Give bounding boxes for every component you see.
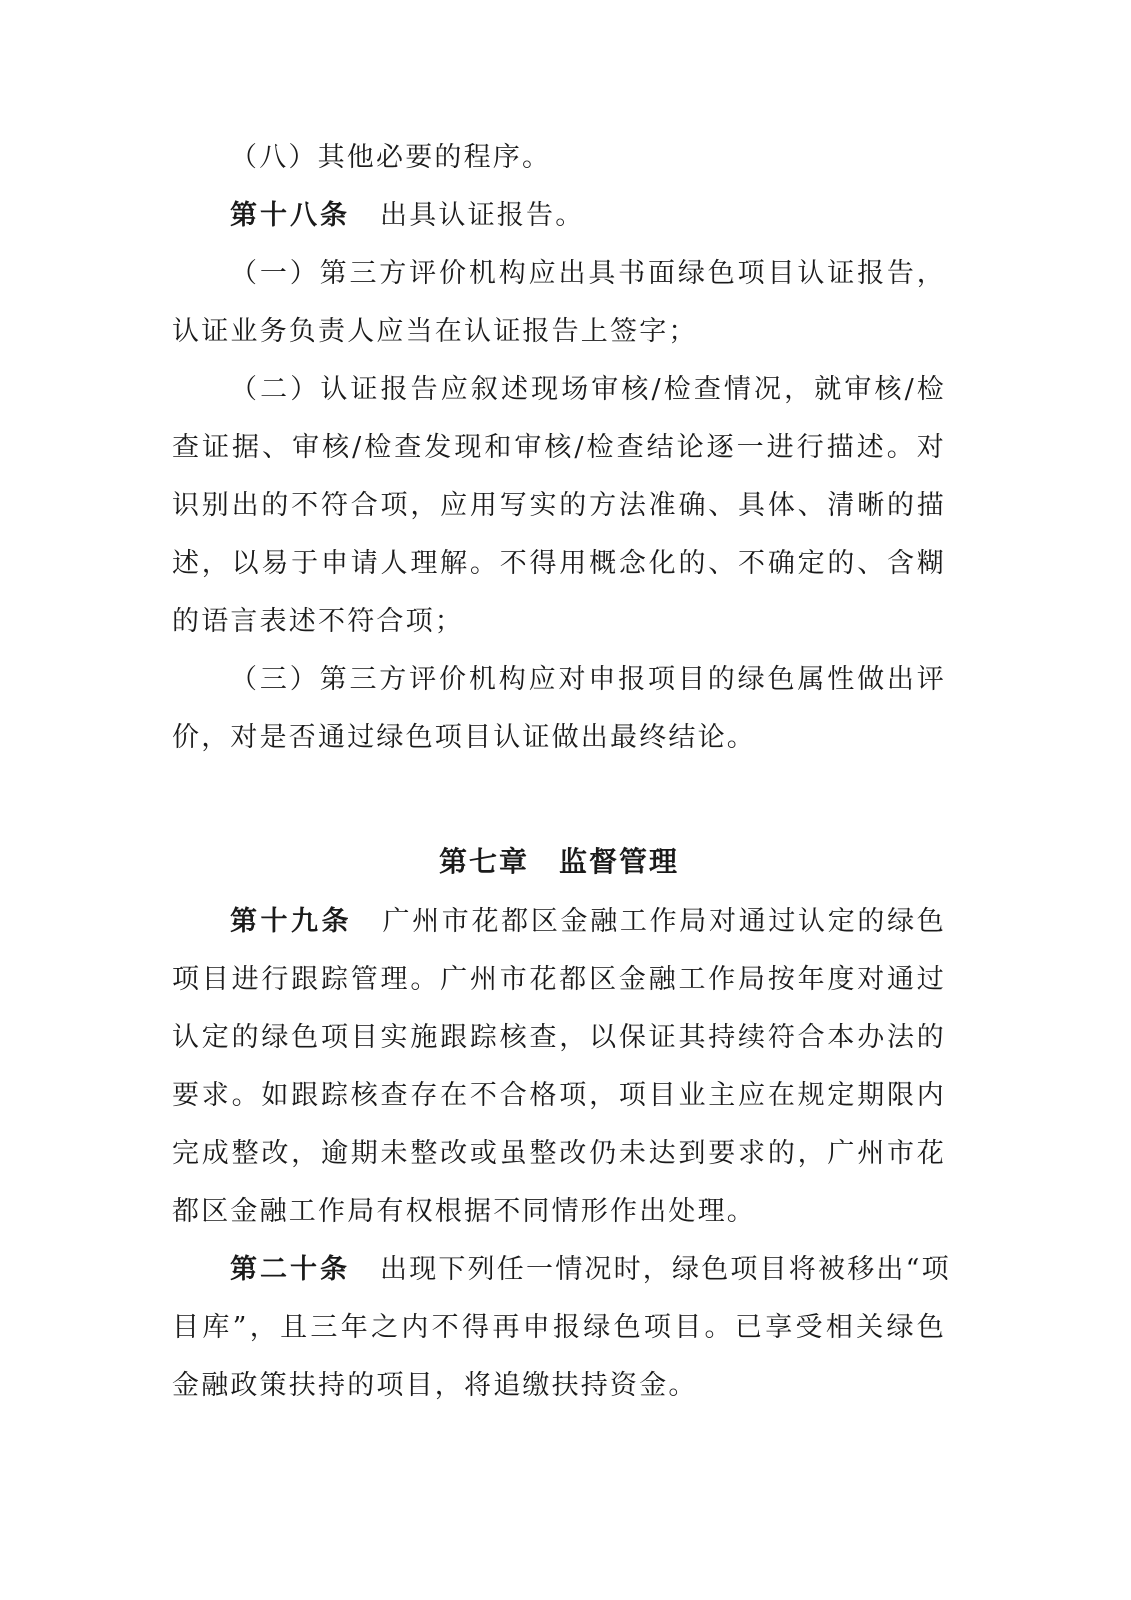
article-20-line-3: 金融政策扶持的项目，将追缴扶持资金。 [172, 1370, 698, 1401]
clause-1-line-2: 认证业务负责人应当在认证报告上签字； [172, 316, 698, 347]
article-18-line [230, 196, 946, 236]
article-19-line-1 [230, 902, 946, 942]
chapter-7-title: 监督管理 [559, 845, 680, 878]
article-19-line-2: 项目进行跟踪管理。广州市花都区金融工作局按年度对通过 [172, 964, 946, 995]
clause-3-line-1: （三）第三方评价机构应对申报项目的绿色属性做出评 [230, 664, 946, 695]
clause-2-line-3: 识别出的不符合项，应用写实的方法准确、具体、清晰的描 [172, 490, 946, 521]
article-19-line-4: 要求。如跟踪核查存在不合格项，项目业主应在规定期限内 [172, 1080, 946, 1111]
clause-3-line-2: 价，对是否通过绿色项目认证做出最终结论。 [172, 722, 756, 753]
clause-2-line-1: （二）认证报告应叙述现场审核/检查情况，就审核/检 [230, 374, 946, 405]
article-18-label: 第十八条 [230, 200, 350, 231]
clause-8-line: （八）其他必要的程序。 [230, 142, 552, 173]
chapter-7-heading [172, 842, 946, 882]
clause-2-line-5: 的语言表述不符合项； [172, 606, 464, 637]
clause-1-line-1: （一）第三方评价机构应出具书面绿色项目认证报告， [230, 258, 946, 289]
article-19-line-5: 完成整改，逾期未整改或虽整改仍未达到要求的，广州市花 [172, 1138, 946, 1169]
article-20-line-2: 目库”，且三年之内不得再申报绿色项目。已享受相关绿色 [172, 1312, 946, 1343]
article-19-line-6: 都区金融工作局有权根据不同情形作出处理。 [172, 1196, 756, 1227]
chapter-7-label: 第七章 [438, 845, 529, 878]
article-19-line-3: 认定的绿色项目实施跟踪核查，以保证其持续符合本办法的 [172, 1022, 946, 1053]
article-20-label: 第二十条 [230, 1254, 350, 1285]
article-20-line-1 [230, 1250, 951, 1290]
article-19-label: 第十九条 [230, 906, 352, 937]
article-20-text-1: 出现下列任一情况时，绿色项目将被移出“项 [380, 1254, 951, 1285]
article-18-text: 出具认证报告。 [380, 200, 585, 231]
article-19-text-1: 广州市花都区金融工作局对通过认定的绿色 [381, 906, 946, 937]
clause-2-line-2: 查证据、审核/检查发现和审核/检查结论逐一进行描述。对 [172, 432, 946, 463]
clause-2-line-4: 述，以易于申请人理解。不得用概念化的、不确定的、含糊 [172, 548, 946, 579]
